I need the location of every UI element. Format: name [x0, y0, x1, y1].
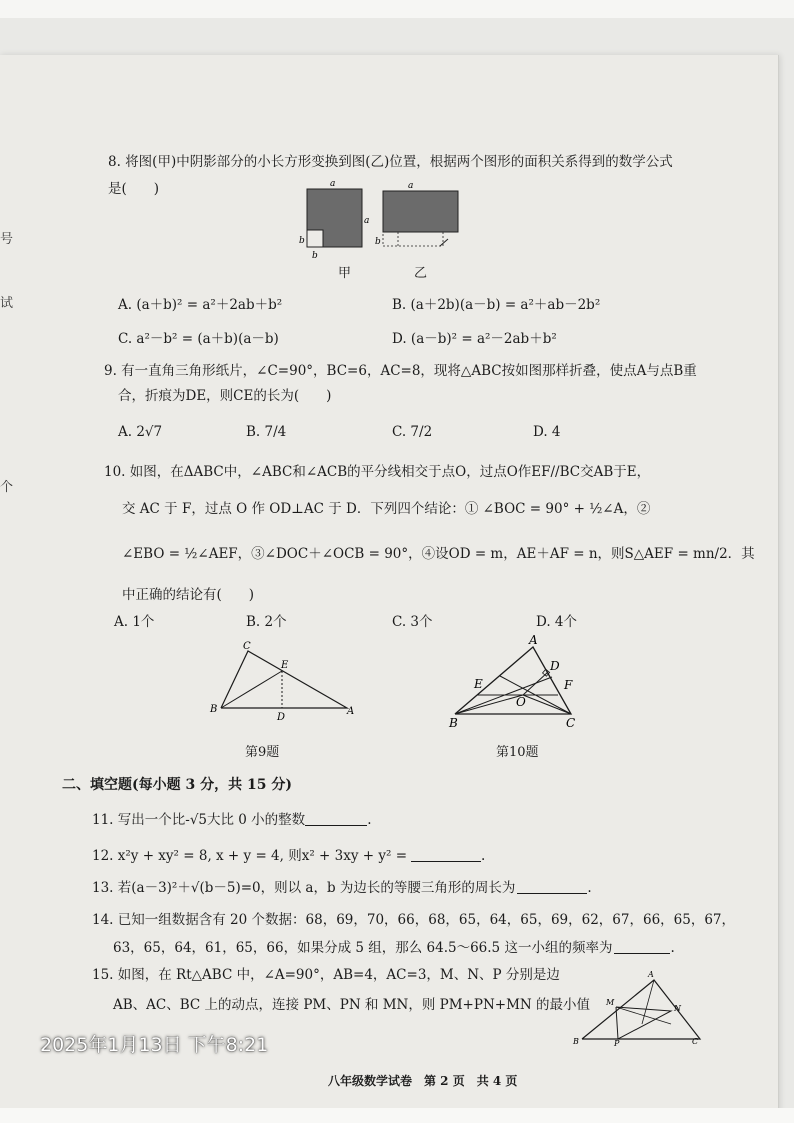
- q8-fig-jia-label: 甲: [338, 266, 352, 281]
- q14-stem-line1: 14. 已知一组数据含有 20 个数据：68，69，70，66，68，65，64，65，69，62，67，66，65，67，: [92, 912, 736, 928]
- q9-option-d: D. 4: [533, 424, 561, 440]
- q8-option-d: D. (a－b)² = a²－2ab＋b²: [392, 331, 557, 347]
- q12-text: 12. x²y + xy² = 8, x + y = 4, 则x² + 3xy + y² =: [92, 848, 408, 864]
- fig-letter: b: [299, 236, 305, 246]
- q15-stem-line2: AB、AC、BC 上的动点，连接 PM、PN 和 MN，则 PM+PN+MN 的最小值: [113, 997, 590, 1013]
- fig9-label-b: B: [210, 704, 218, 715]
- bottom-strip: [0, 1108, 794, 1123]
- q9-option-a: A. 2√7: [118, 424, 163, 440]
- fig-letter: a: [364, 216, 370, 226]
- q13-answer-blank[interactable]: [517, 881, 587, 894]
- fig10-label-e: E: [474, 677, 483, 691]
- photo-timestamp: 2025年1月13日 下午8:21: [40, 1034, 269, 1056]
- q8-stem-line1: 8. 将图(甲)中阴影部分的小长方形变换到图(乙)位置，根据两个图形的面积关系得到的数学公式: [108, 154, 673, 170]
- q10-option-d: D. 4个: [536, 614, 578, 630]
- q10-option-b: B. 2个: [246, 614, 287, 630]
- section2-title: 二、填空题(每小题 3 分，共 15 分): [62, 777, 292, 793]
- q9-stem-line2: 合，折痕为DE，则CE的长为( ): [118, 388, 332, 404]
- q11-end: .: [367, 812, 372, 828]
- q8-figure: [290, 176, 470, 274]
- fig15-label-c: C: [692, 1037, 699, 1046]
- fig10-label-d: D: [550, 659, 560, 673]
- q9-option-c: C. 7/2: [392, 424, 433, 440]
- q9-stem-line1: 9. 有一直角三角形纸片，∠C=90°，BC=6，AC=8，现将△ABC按如图那样折叠，使点A与点B重: [104, 363, 697, 379]
- fig-letter: a: [330, 179, 336, 189]
- fig9-caption: 第9题: [245, 745, 280, 760]
- q13-end: .: [587, 880, 592, 896]
- fig-letter: b: [375, 237, 381, 247]
- fig-letter: b: [312, 251, 318, 261]
- fig10-label-c: C: [566, 716, 576, 730]
- q15-stem-line1: 15. 如图，在 Rt△ABC 中，∠A=90°，AB=4，AC=3，M、N、P 分别是边: [92, 967, 560, 983]
- fig15-label-m: M: [606, 998, 615, 1007]
- top-strip: [0, 0, 794, 18]
- q12-end: .: [481, 848, 486, 864]
- q14-stem-line2: [113, 936, 675, 956]
- q12-stem: [92, 844, 485, 864]
- fig15-label-p: P: [614, 1039, 620, 1048]
- q10-option-a: A. 1个: [114, 614, 155, 630]
- q10-stem-line3: ∠EBO = ½∠AEF，③∠DOC＋∠OCB = 90°，④设OD = m，AE＋AF = n，则S△AEF = mn/2．其: [122, 546, 755, 562]
- fig15-label-b: B: [573, 1037, 579, 1046]
- fig10-caption: 第10题: [496, 745, 539, 760]
- fig10-label-o: O: [516, 695, 526, 709]
- q11-stem: [92, 808, 371, 828]
- side-mark: 试: [0, 296, 14, 311]
- fig-letter: a: [408, 181, 414, 191]
- q8-option-b: B. (a＋2b)(a－b) = a²＋ab－2b²: [392, 297, 601, 313]
- q9-option-b: B. 7/4: [246, 424, 287, 440]
- fig10-label-f: F: [564, 678, 573, 692]
- fig10-label-a: A: [529, 633, 538, 647]
- q10-stem-line4: 中正确的结论有( ): [122, 587, 255, 603]
- q12-answer-blank[interactable]: [411, 849, 481, 862]
- q13-text: 13. 若(a－3)²＋√(b－5)=0，则以 a，b 为边长的等腰三角形的周长为: [92, 880, 516, 896]
- fig9-triangle: [205, 638, 365, 728]
- fig15-triangle: [570, 964, 705, 1050]
- fig9-label-c: C: [243, 641, 251, 652]
- page-footer: 八年级数学试卷 第 2 页 共 4 页: [328, 1074, 518, 1088]
- q8-option-a: A. (a＋b)² = a²＋2ab＋b²: [118, 297, 283, 313]
- side-mark: 个: [0, 480, 14, 495]
- fig9-label-e: E: [281, 660, 289, 671]
- q10-stem-line2: 交 AC 于 F，过点 O 作 OD⊥AC 于 D．下列四个结论：① ∠BOC = 90° + ½∠A，②: [122, 501, 651, 517]
- q14-text: 63，65，64，61，65，66，如果分成 5 组，那么 64.5～66.5 这一小组的频率为: [113, 940, 613, 956]
- fig10-label-b: B: [449, 716, 458, 730]
- q14-end: .: [670, 940, 675, 956]
- q11-text: 11. 写出一个比-√5大比 0 小的整数: [92, 812, 306, 828]
- side-mark: 号: [0, 232, 14, 247]
- fig9-label-d: D: [277, 712, 286, 723]
- q8-fig-yi-label: 乙: [414, 266, 428, 281]
- fig15-label-a: A: [648, 970, 654, 979]
- q8-option-c: C. a²－b² = (a＋b)(a－b): [118, 331, 279, 347]
- q10-option-c: C. 3个: [392, 614, 433, 630]
- q13-stem: [92, 876, 592, 896]
- q10-stem-line1: 10. 如图，在ΔABC中，∠ABC和∠ACB的平分线相交于点O，过点O作EF//BC交AB于E，: [104, 464, 651, 480]
- q11-answer-blank[interactable]: [305, 813, 367, 826]
- fig9-label-a: A: [347, 706, 355, 717]
- q8-stem-line2: 是( ): [108, 181, 160, 197]
- fig10-triangle: [440, 632, 590, 732]
- fig15-label-n: N: [674, 1004, 681, 1013]
- q14-answer-blank[interactable]: [614, 941, 670, 954]
